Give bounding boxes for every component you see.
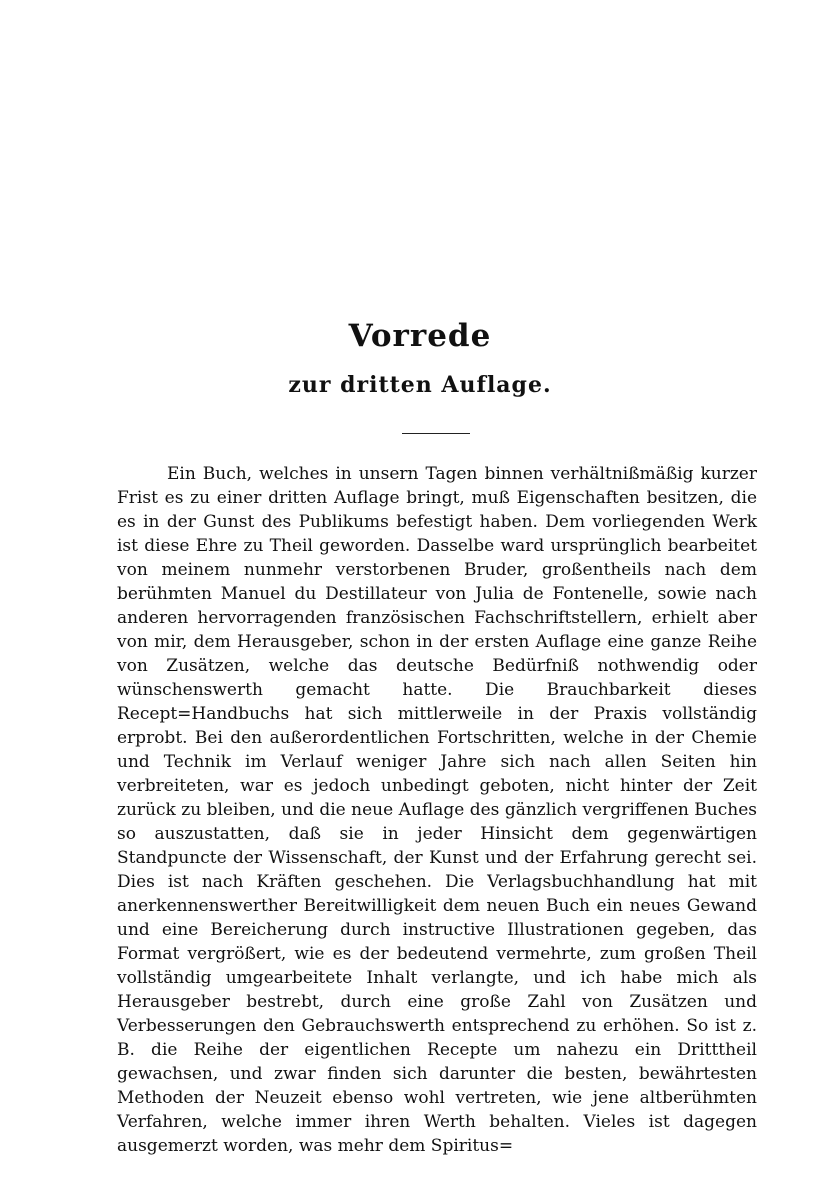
page-subtitle: zur dritten Auflage. bbox=[288, 372, 552, 398]
divider-rule bbox=[402, 433, 470, 434]
body-paragraph: Ein Buch, welches in unsern Tagen binnen verhältnißmäßig kurzer Frist es zu einer dritten Auflage bringt, muß Eigenschaften besitzen, die es in der Gunst des Publikums befestigt haben. Dem vorliegenden Werk ist diese Ehre zu Theil geworden. Dasselbe ward ursprünglich bearbeitet von meinem nunmehr verstorbenen Bruder, großentheils nach dem berühmten Manuel du Destillateur von Julia de Fontenelle, sowie nach anderen hervorragenden französischen Fachschriftstellern, erhielt aber von mir, dem Herausgeber, schon in der ersten Auflage eine ganze Reihe von Zusätzen, welche das deutsche Bedürfniß nothwendig oder wünschenswerth gemacht hatte. Die Brauchbarkeit dieses Recept=Handbuchs hat sich mittlerweile in der Praxis vollständig erprobt. Bei den außerordentlichen Fortschritten, welche in der Chemie und Technik im Verlauf weniger Jahre sich nach allen Seiten hin verbreiteten, war es jedoch unbedingt geboten, nicht hinter der Zeit zurück zu bleiben, und die neue Auflage des gänzlich vergriffenen Buches so auszustatten, daß sie in jeder Hinsicht dem gegenwärtigen Standpuncte der Wissenschaft, der Kunst und der Erfahrung gerecht sei. Dies ist nach Kräften geschehen. Die Verlagsbuchhandlung hat mit anerkennenswerther Bereitwilligkeit dem neuen Buch ein neues Gewand und eine Bereicherung durch instructive Illustrationen gegeben, das Format vergrößert, wie es der bedeutend vermehrte, zum großen Theil vollständig umgearbeitete Inhalt verlangte, und ich habe mich als Herausgeber bestrebt, durch eine große Zahl von Zusätzen und Verbesserungen den Gebrauchswerth entsprechend zu erhöhen. So ist z. B. die Reihe der eigentlichen Recepte um nahezu ein Dritttheil gewachsen, und zwar finden sich darunter die besten, bewährtesten Methoden der Neuzeit ebenso wohl vertreten, wie jene altberühmten Verfahren, welche immer ihren Werth behalten. Vieles ist dagegen ausgemerzt worden, was mehr dem Spiritus= bbox=[117, 464, 757, 1156]
page-title: Vorrede bbox=[348, 318, 492, 354]
